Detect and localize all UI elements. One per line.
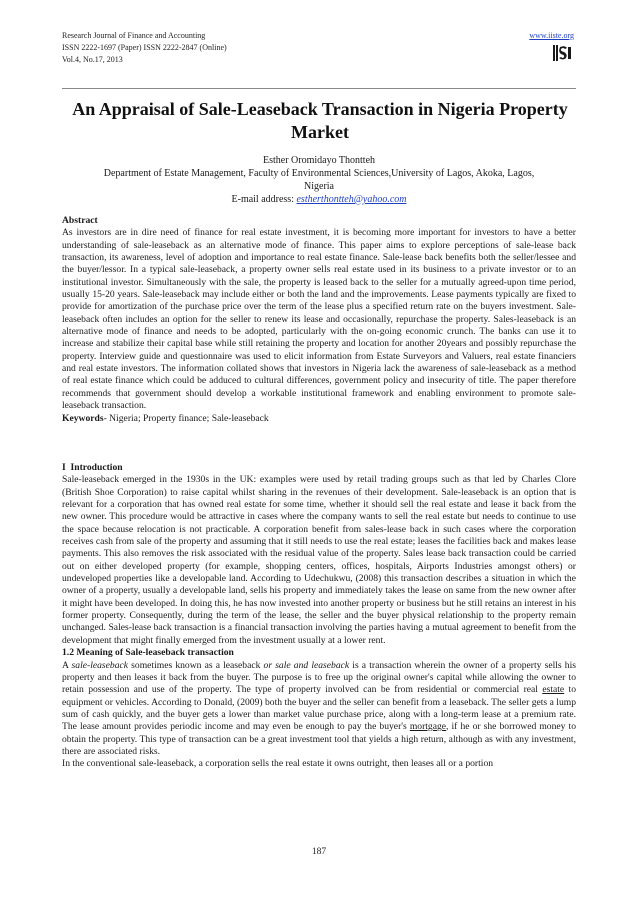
keywords-label: Keywords (62, 412, 104, 424)
paper-title: An Appraisal of Sale-Leaseback Transaction in Nigeria Property Market (72, 99, 568, 142)
journal-volume: Vol.4, No.17, 2013 (62, 55, 123, 64)
abstract-text: As investors are in dire need of finance for real estate investment, it is becoming more important for investors to have a better understanding of sale-leaseback as an alternative mode of finance. This paper aims to explore perceptions of sale-lease back transaction, its awareness, level of adoption and importance to real estate finance. Sale-lease back benefits both the seller/lessee and the buyer/lessor. In a typical sale-leaseback, a property owner sells real estate used in its business to a private investor or to an institutional investor. Simultaneously with the sale, the property is leased back to the seller for a mutually agreed-upon time period, usually 15-20 years. Sale-leaseback may include either or both the land and the improvements. Lease payments typically are fixed to provide for amortization of the purchase price over the term of the lease plus a specified return rate on the buyers investment. Sale-leaseback often includes an option for the seller to renew its lease and occasionally, repurchase the property. Sales-leaseback is an alternative mode of finance and needs to be adopted, particularly with the on-going economic crunch. The banks can use it to increase and stabilize their capital base while still retaining the property and location for another 20years and possibly repurchase the property. Interview guide and questionnaire was used to elicit information from Estate Surveyors and Valuers, real estate financiers and real estate investors. The information collated shows that investors in Nigeria lack the awareness of sale-leaseback as a method of real estate finance which could be adduced to cultural differences, government policy and insecurity of title. The paper therefore recommends that government should develop a workable institutional framework and enabling environment to promote sale-leaseback transaction. (62, 227, 576, 412)
meaning-term-sale-and-leaseback: or sale and leaseback (263, 659, 350, 671)
author-name: Esther Oromidayo Thontteh (262, 155, 376, 166)
abstract-section (62, 215, 576, 425)
meaning-heading: 1.2 Meaning of Sale-leaseback transaction (62, 647, 234, 659)
meaning-paragraph (62, 660, 576, 759)
intro-heading (62, 462, 576, 474)
meaning-term-sale-leaseback: sale-leaseback (71, 659, 129, 671)
author-affiliation: Department of Estate Management, Faculty of Environmental Sciences,University of Lagos, Akoka, Lagos, (103, 168, 535, 179)
meaning-text-5: , if he or she borrowed money to obtain the property. This type of transaction can be a great investment tool that yields a high return, although as with any investment, there are associated risks. (62, 721, 576, 757)
email-line (62, 193, 576, 206)
meaning-text-1: A (62, 659, 72, 671)
estate-link[interactable]: estate (542, 684, 565, 696)
introduction-section (62, 462, 576, 771)
email-label: E-mail address: (231, 194, 297, 205)
mortgage-link[interactable]: mortgage (409, 721, 447, 733)
meaning-text-2: sometimes known as a leaseback (128, 659, 264, 671)
keywords-line (62, 413, 576, 425)
journal-name: Research Journal of Finance and Accounting (62, 31, 206, 40)
header-rule (62, 88, 576, 89)
keywords-text: - Nigeria; Property finance; Sale-leaseback (103, 412, 269, 424)
email-link[interactable]: estherthontteh@yahoo.com (296, 194, 407, 205)
intro-heading-number: I (62, 462, 66, 473)
meaning-text-3: is a transaction wherein the owner of a property sells his property and then leases it back from the buyer. The purpose is to free up the original owner's capital while allowing the owner to retain possession and use of the property. The type of property involved can be from residential or commercial real (62, 659, 576, 696)
intro-heading-text: Introduction (70, 462, 123, 473)
page-number: 187 (311, 847, 327, 857)
author-country: Nigeria (304, 181, 334, 192)
website-link[interactable]: www.iiste.org (529, 31, 574, 40)
iiste-logo (552, 44, 572, 62)
journal-issn: ISSN 2222-1697 (Paper) ISSN 2222-2847 (Online) (62, 43, 227, 52)
abstract-heading: Abstract (62, 215, 98, 226)
meaning-text-4: to equipment or vehicles. According to Donald, (2009) both the buyer and the seller can benefit from a leaseback. The seller gets a lump sum of cash quickly, and the buyer gets a lower than market value purchase price, along with a long-term lease at a premium rate. The lease amount provides periodic income and may even be enough to pay the buyer's (62, 684, 576, 733)
conventional-paragraph: In the conventional sale-leaseback, a corporation sells the real estate it owns outright, then leases all or a portion (62, 758, 494, 770)
intro-paragraph: Sale-leaseback emerged in the 1930s in the UK: examples were used by retail trading groups such as that led by Charles Clore (British Shoe Corporation) to raise capital whilst sharing in the revenues of their development. Sale-leaseback is an option that is relevant for a corporation that has owned real estate for some time, whether it should sell the real estate and lease it back from the new owner. This procedure would be attractive in cases where the company wants to sell the real estate but needs to continue to use the space because relocation is not practicable. A corporation benefit from sales-lease back in such cases where the corporation receives cash from sale of the property and assuming that it still needs to use the real estate; leases the facilities back and makes lease payments. This also removes the risk associated with the residual value of the property. Sales lease back transaction could be carried out on either developed property (for example, shopping centers, offices, hospitals, Airports Industries amongst others) or undeveloped properties like a developable land. According to Udechukwu, (2008) this transaction describes a situation in which the owner of a property, usually a developable land, sells his property and immediately takes the lease on same from the new owner after it might have been developed. In doing this, he has now invested into another property or business but he still retains an interest in his former property. Consequently, during the term of the lease, the seller and the buyer physical relationship to the property remain unchanged. Sales-lease back transaction is a financial transaction involving the parties having a mutual agreement to benefit from the development that might finally emerged from the investment usually at a lower rent. (62, 474, 576, 646)
